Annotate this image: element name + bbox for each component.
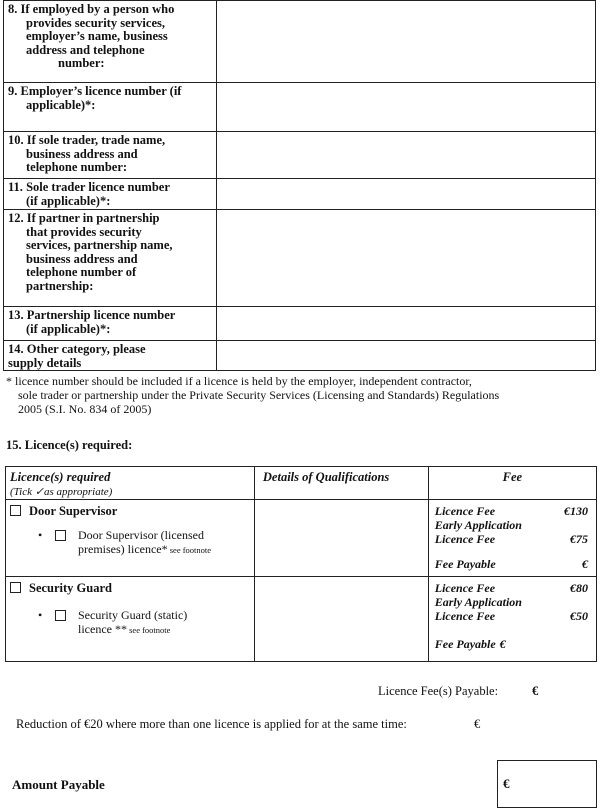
question-8: 8. If employed by a person who provides security services, employer’s name, business address and telephone number:	[4, 1, 217, 83]
answer-8-field[interactable]	[217, 1, 596, 83]
qualifications-col-header: Details of Qualifications	[254, 467, 428, 500]
security-guard-fee: Licence Fee €80 Early Application Licence Fee €50 Fee Payable €	[428, 577, 596, 662]
fee-col-header: Fee	[428, 467, 596, 500]
licence-col-header: Licence(s) required (Tick ✓as appropriate)	[6, 467, 255, 500]
licence-table	[5, 466, 597, 662]
question-11: 11. Sole trader licence number (if applicable)*:	[4, 179, 217, 210]
answer-12-field[interactable]	[217, 210, 596, 307]
security-guard-qualifications-field[interactable]	[254, 577, 428, 662]
answer-13-field[interactable]	[217, 307, 596, 341]
security-guard-option: Security Guard • Security Guard (static) licence ** see footnote	[6, 577, 255, 662]
amount-payable-field[interactable]	[497, 760, 597, 808]
answer-10-field[interactable]	[217, 132, 596, 179]
question-13: 13. Partnership licence number (if applicable)*:	[4, 307, 217, 341]
question-12: 12. If partner in partnership that provides security services, partnership name, business address and telephone number of partnership:	[4, 210, 217, 307]
licence-fees-payable-euro: €	[532, 684, 539, 698]
question-14: 14. Other category, please supply details	[4, 341, 217, 371]
answer-11-field[interactable]	[217, 179, 596, 210]
security-guard-checkbox[interactable]	[10, 582, 21, 593]
section-15-title: 15. Licence(s) required:	[6, 438, 133, 452]
door-supervisor-qualifications-field[interactable]	[254, 500, 428, 577]
security-guard-static-checkbox[interactable]	[55, 610, 66, 621]
question-9: 9. Employer’s licence number (if applicable)*:	[4, 83, 217, 132]
amount-payable-label: Amount Payable	[12, 777, 105, 792]
reduction-euro: €	[474, 717, 481, 731]
door-supervisor-option: Door Supervisor • Door Supervisor (licensed premises) licence* see footnote	[6, 500, 255, 577]
answer-14-field[interactable]	[217, 341, 596, 371]
door-supervisor-licensed-premises-checkbox[interactable]	[55, 530, 66, 541]
answer-9-field[interactable]	[217, 83, 596, 132]
door-supervisor-fee: Licence Fee €130 Early Application Licence Fee €75 Fee Payable €	[428, 500, 596, 577]
amount-payable-euro: €	[503, 776, 510, 791]
applicant-details-table	[3, 0, 596, 371]
licence-fees-payable-label: Licence Fee(s) Payable:	[378, 684, 499, 698]
reduction-label: Reduction of €20 where more than one licence is applied for at the same time:	[16, 717, 407, 731]
door-supervisor-checkbox[interactable]	[10, 505, 21, 516]
question-10: 10. If sole trader, trade name, business address and telephone number:	[4, 132, 217, 179]
licence-number-footnote: * licence number should be included if a licence is held by the employer, independent contractor, sole trader or partnership under the Private Security Services (Licensing and Standards) Regulations 2005 (S.I. No. 834 of 2005)	[6, 374, 500, 416]
